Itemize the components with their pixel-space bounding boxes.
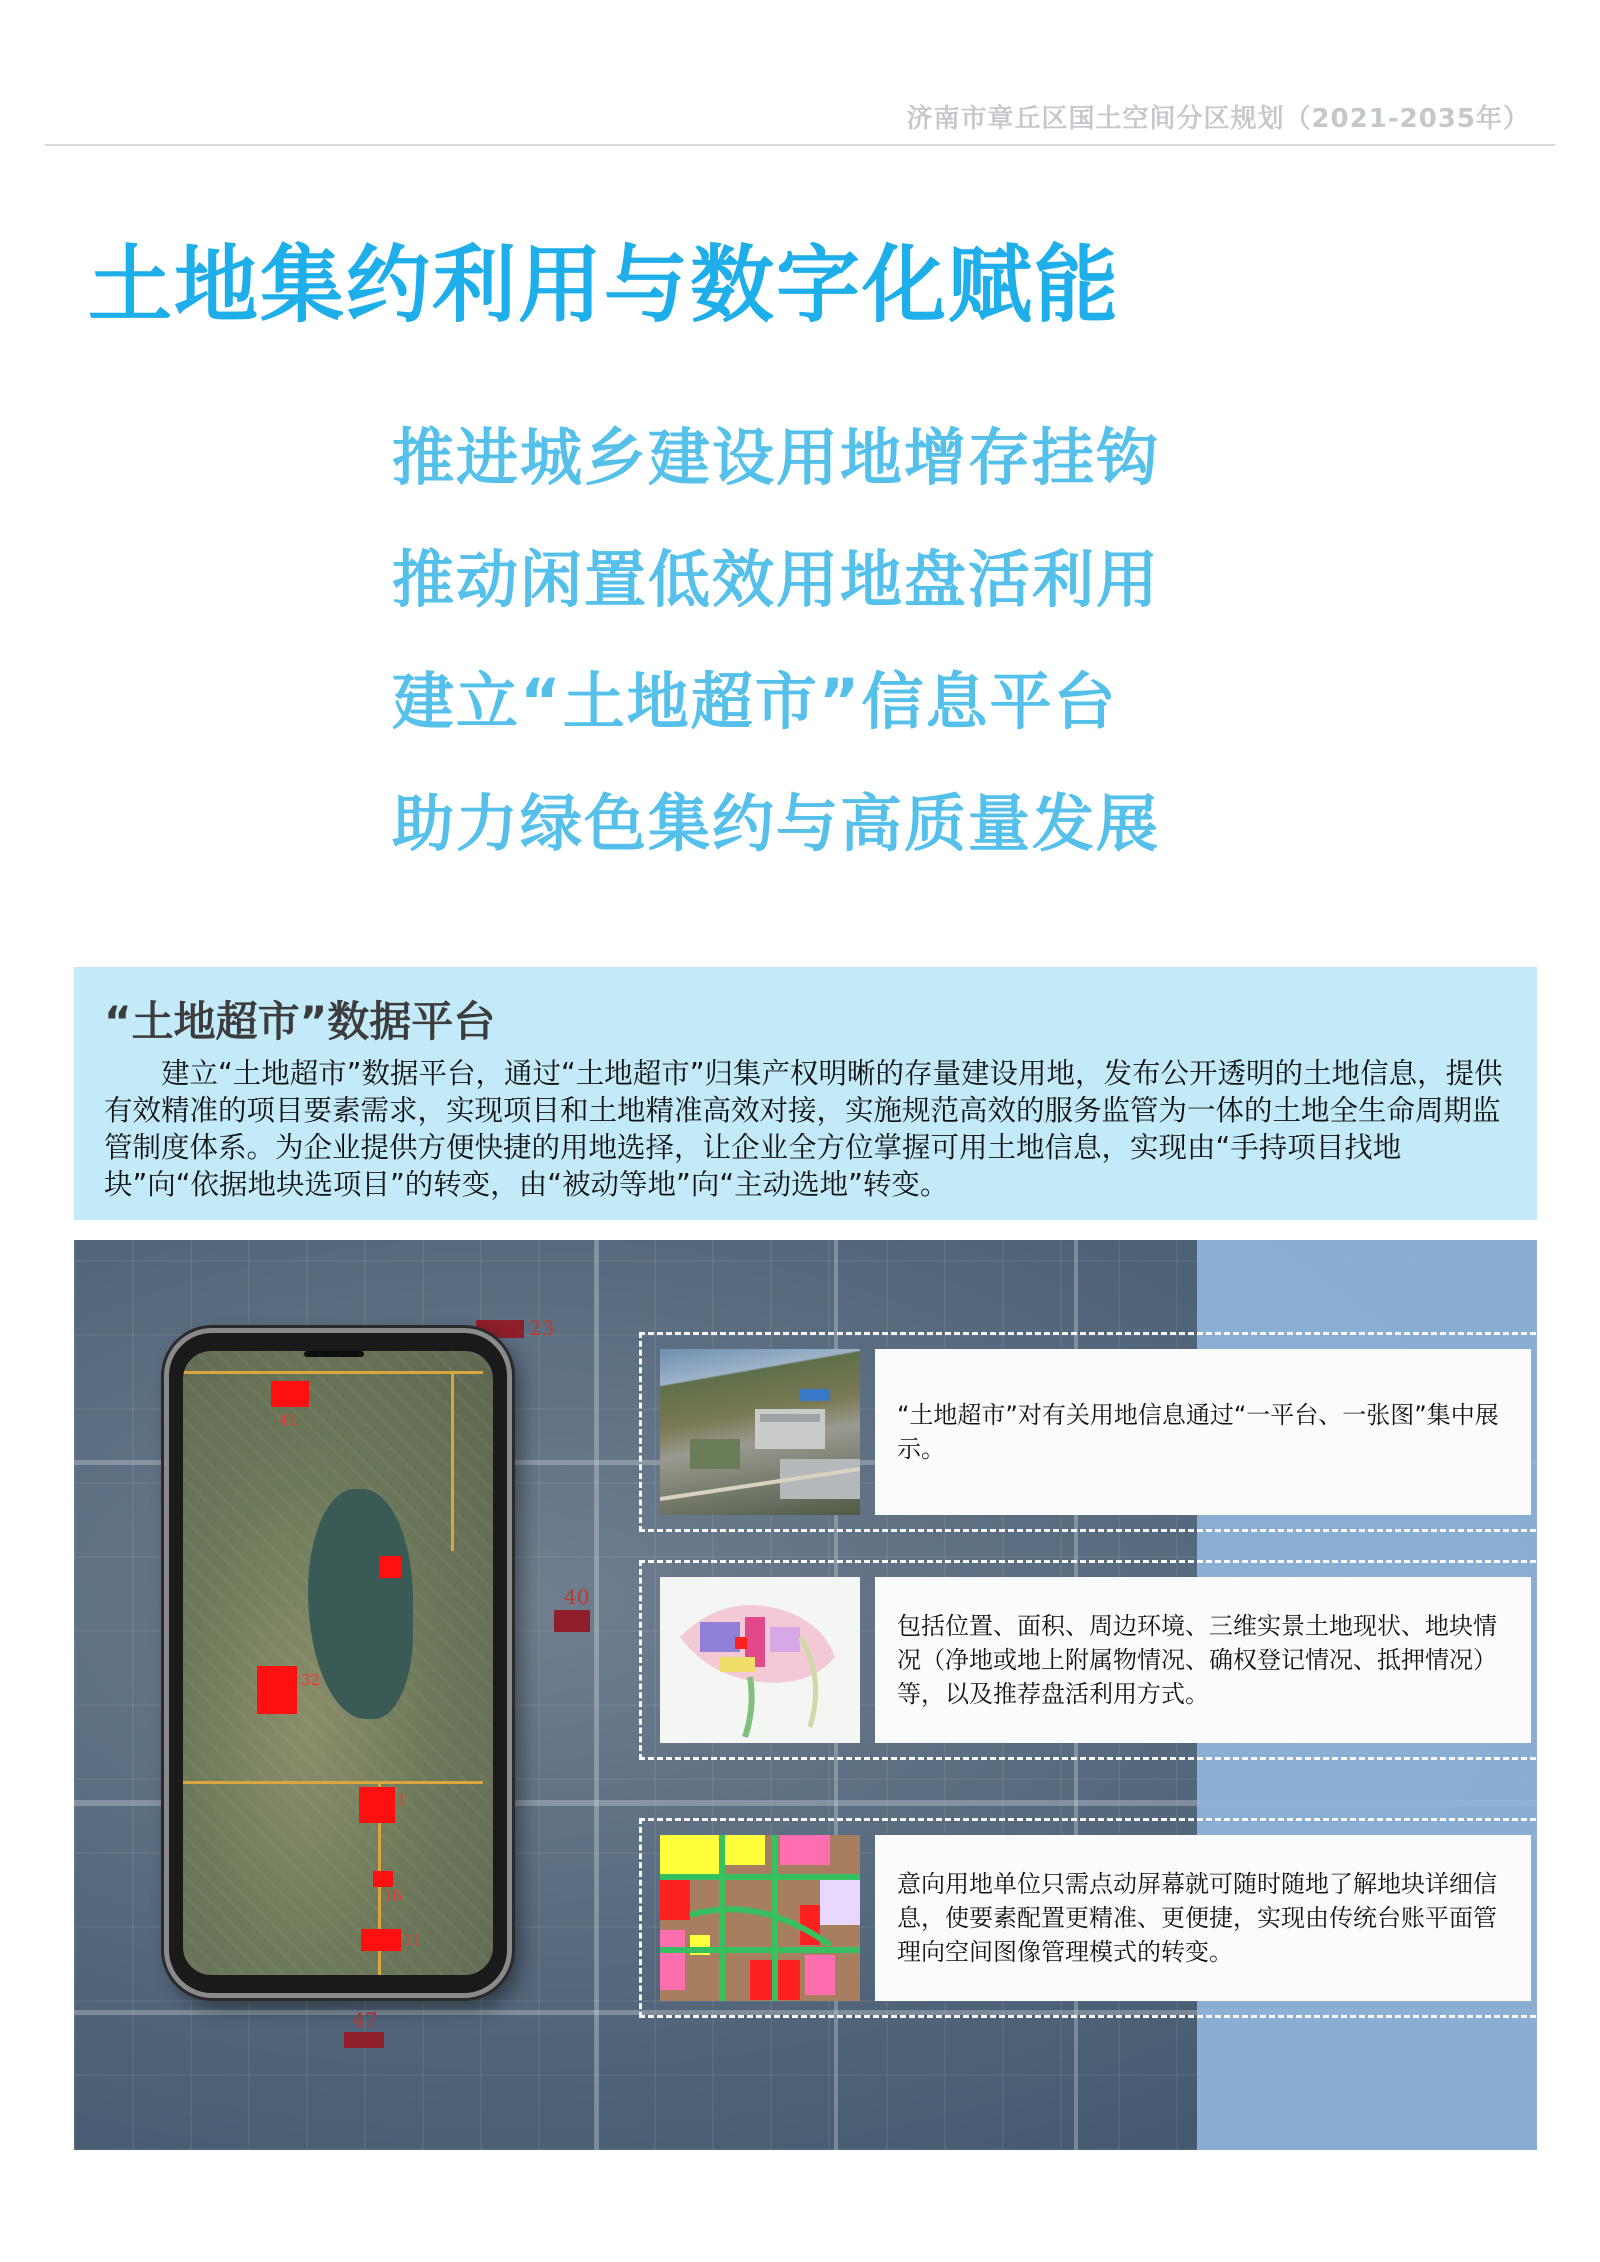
phone-lake xyxy=(308,1489,413,1719)
card-group-1 xyxy=(639,1332,1537,1532)
map-plot-label: 23 xyxy=(529,1316,555,1340)
phone-road xyxy=(451,1371,454,1551)
card-group-3 xyxy=(639,1818,1537,2018)
header-doc-title: 济南市章丘区国土空间分区规划（2021-2035年） xyxy=(906,104,1530,134)
map-plot-label: 40 xyxy=(564,1585,590,1609)
phone-plot xyxy=(373,1871,393,1887)
card-photo-aerial xyxy=(660,1349,860,1515)
phone-road xyxy=(183,1781,483,1784)
map-road xyxy=(594,1240,599,2150)
card-photo-landuse xyxy=(660,1835,860,2001)
slogan-list xyxy=(392,420,1160,908)
phone-mockup xyxy=(164,1328,512,1998)
card-text-3: 意向用地单位只需点动屏幕就可随时随地了解地块详细信息，使要素配置更精准、更便捷，实现由传统台账平面管理向空间图像管理模式的转变。 xyxy=(875,1835,1531,2001)
card-group-2 xyxy=(639,1560,1537,1760)
phone-notch xyxy=(304,1351,364,1357)
slogan-item: 建立“土地超市”信息平台 xyxy=(392,665,1118,738)
phone-plot xyxy=(361,1929,401,1951)
phone-plot-label: 32 xyxy=(301,1671,321,1689)
phone-plot xyxy=(257,1666,297,1714)
land-use-map-image xyxy=(660,1835,860,2001)
slogan-item: 助力绿色集约与高质量发展 xyxy=(392,787,1161,860)
phone-plot-label: 11 xyxy=(403,1931,423,1949)
card-text-2: 包括位置、面积、周边环境、三维实景土地现状、地块情况（净地或地上附属物情况、确权登记情况、抵押情况）等，以及推荐盘活利用方式。 xyxy=(875,1577,1531,1743)
phone-road xyxy=(183,1371,483,1374)
map-panel xyxy=(74,1240,1537,2150)
phone-plot xyxy=(359,1787,395,1823)
main-title: 土地集约利用与数字化赋能 xyxy=(88,236,1121,334)
card-photo-plan xyxy=(660,1577,860,1743)
phone-plot-label: 41 xyxy=(279,1411,299,1429)
slogan-item: 推动闲置低效用地盘活利用 xyxy=(392,543,1161,616)
phone-screen xyxy=(183,1351,493,1975)
phone-plot xyxy=(379,1556,401,1578)
zoning-plan-image xyxy=(660,1577,860,1743)
phone-plot-label: 1 xyxy=(397,1791,407,1809)
header-divider xyxy=(45,144,1555,146)
factory-aerial-image xyxy=(660,1349,860,1515)
map-plot xyxy=(554,1610,590,1632)
info-box xyxy=(74,967,1537,1220)
phone-plot xyxy=(271,1381,309,1407)
map-plot-label: 47 xyxy=(352,2008,378,2032)
map-plot xyxy=(344,2032,384,2048)
card-text-1: “土地超市”对有关用地信息通过“一平台、一张图”集中展示。 xyxy=(875,1349,1531,1515)
info-title: “土地超市”数据平台 xyxy=(104,997,496,1046)
slogan-item: 推进城乡建设用地增存挂钩 xyxy=(392,421,1161,494)
info-body: 建立“土地超市”数据平台，通过“土地超市”归集产权明晰的存量建设用地，发布公开透明的土地信息，提供有效精准的项目要素需求，实现项目和土地精准高效对接，实施规范高效的服务监管为一体的土地全生命周期监管制度体系。为企业提供方便快捷的用地选择，让企业全方位掌握可用土地信息，实现由“手持项目找地块”向“依据地块选项目”的转变，由“被动等地”向“主动选地”转变。 xyxy=(104,1057,1503,1201)
phone-plot-label: 16 xyxy=(383,1887,403,1905)
